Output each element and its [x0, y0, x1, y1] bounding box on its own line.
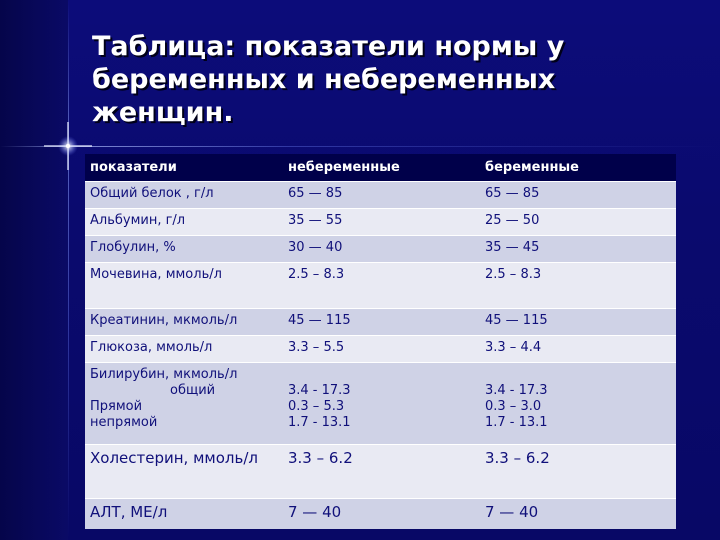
nonpregnant-cell: 45 — 115: [283, 309, 480, 336]
indicator-cell: Глюкоза, ммоль/л: [85, 336, 283, 363]
indicator-cell: Мочевина, ммоль/л: [85, 263, 283, 309]
nonpregnant-cell: 35 — 55: [283, 209, 480, 236]
bilirubin-indirect-value: 1.7 - 13.1: [485, 415, 548, 430]
horizontal-decor-line: [0, 146, 720, 147]
indicator-cell: [85, 363, 283, 445]
indicator-cell: АЛТ, МЕ/л: [85, 499, 283, 529]
nonpregnant-cell: 7 — 40: [283, 499, 480, 529]
nonpregnant-cell: 3.3 – 6.2: [283, 445, 480, 499]
pregnant-cell: 35 — 45: [480, 236, 676, 263]
indicator-cell: Глобулин, %: [85, 236, 283, 263]
pregnant-cell: 2.5 – 8.3: [480, 263, 676, 309]
header-indicators: показатели: [85, 154, 283, 182]
nonpregnant-cell: [283, 363, 480, 445]
bilirubin-total-label: общий: [170, 383, 216, 398]
bilirubin-direct-label: Прямой: [90, 399, 143, 414]
table-row: [85, 499, 676, 529]
nonpregnant-cell: 3.3 – 5.5: [283, 336, 480, 363]
table-row-bilirubin: [85, 363, 676, 445]
table-row: [85, 309, 676, 336]
pregnant-cell: 65 — 85: [480, 182, 676, 209]
pregnant-cell: 45 — 115: [480, 309, 676, 336]
header-nonpregnant: небеременные: [283, 154, 480, 182]
table-row: [85, 336, 676, 363]
table-row: [85, 209, 676, 236]
pregnant-cell: 3.3 – 6.2: [480, 445, 676, 499]
indicator-cell: Креатинин, мкмоль/л: [85, 309, 283, 336]
pregnant-cell: 25 — 50: [480, 209, 676, 236]
indicator-cell: Альбумин, г/л: [85, 209, 283, 236]
bilirubin-indirect-value: 1.7 - 13.1: [288, 415, 351, 430]
table-row: [85, 445, 676, 499]
header-pregnant: беременные: [480, 154, 676, 182]
indicator-cell: Общий белок , г/л: [85, 182, 283, 209]
indicator-cell: Холестерин, ммоль/л: [85, 445, 283, 499]
table-row: [85, 236, 676, 263]
bilirubin-label: Билирубин, мкмоль/л: [90, 367, 238, 382]
bilirubin-direct-value: 0.3 – 3.0: [485, 399, 542, 414]
pregnant-cell: 3.3 – 4.4: [480, 336, 676, 363]
bilirubin-total-value: 3.4 - 17.3: [288, 383, 351, 398]
table-row: [85, 263, 676, 309]
pregnant-cell: 7 — 40: [480, 499, 676, 529]
pregnant-cell: [480, 363, 676, 445]
bilirubin-total-value: 3.4 - 17.3: [485, 383, 548, 398]
table-header-row: [85, 154, 676, 182]
table-row: [85, 182, 676, 209]
nonpregnant-cell: 30 — 40: [283, 236, 480, 263]
left-decor-band: [0, 0, 68, 540]
nonpregnant-cell: 2.5 – 8.3: [283, 263, 480, 309]
slide-title: Таблица: показатели нормы у беременных и небеременных женщин.: [92, 31, 565, 128]
vertical-decor-line: [68, 0, 69, 540]
norms-table: [85, 154, 676, 529]
bilirubin-indirect-label: непрямой: [90, 415, 158, 430]
bilirubin-direct-value: 0.3 – 5.3: [288, 399, 345, 414]
nonpregnant-cell: 65 — 85: [283, 182, 480, 209]
